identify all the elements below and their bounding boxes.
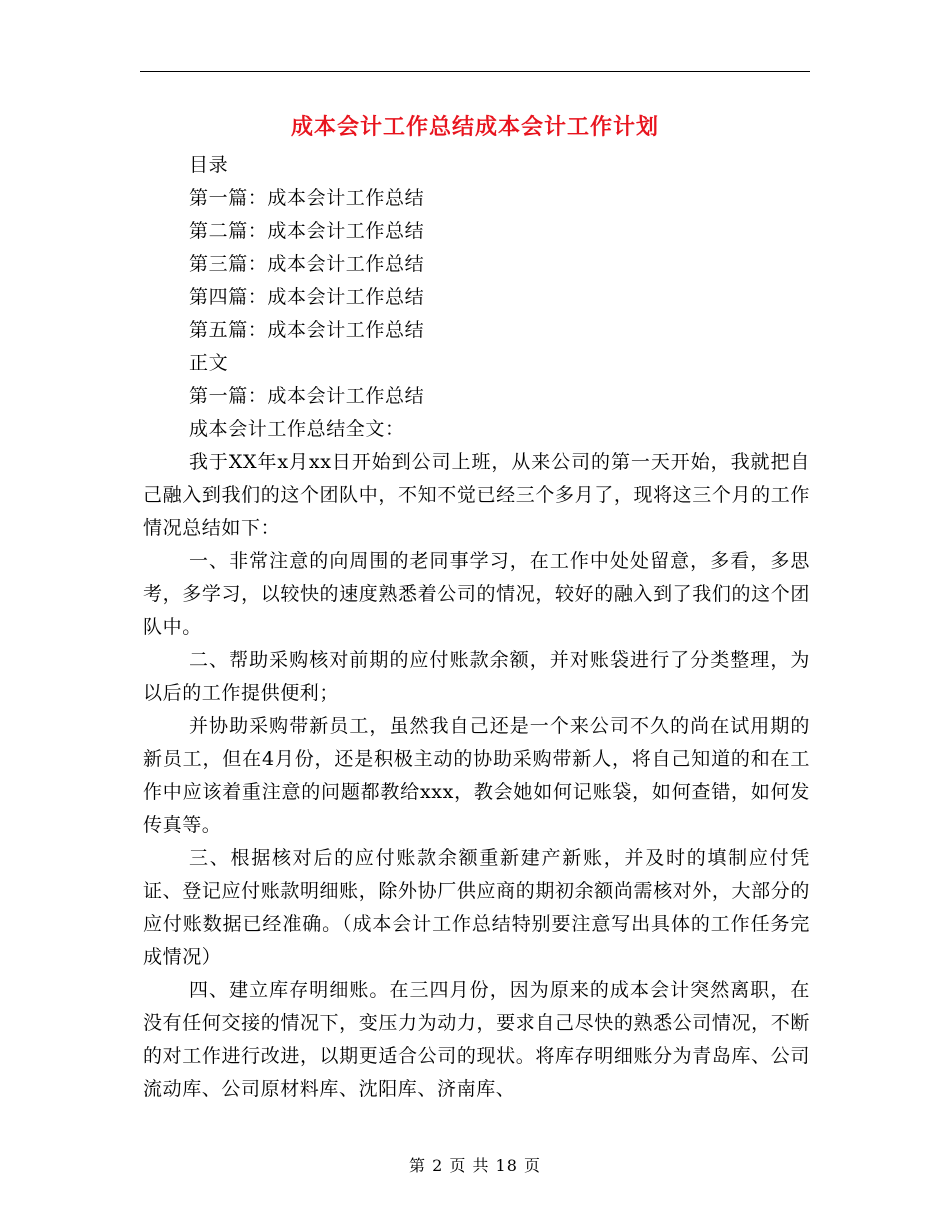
header-rule (140, 71, 810, 72)
toc-heading: 目录 (189, 154, 229, 176)
toc-item: 第一篇：成本会计工作总结 (189, 187, 425, 209)
toc-item: 第三篇：成本会计工作总结 (189, 253, 425, 275)
document-title: 成本会计工作总结成本会计工作计划 (290, 115, 659, 140)
toc-item: 第二篇：成本会计工作总结 (189, 220, 425, 242)
toc-item: 第四篇：成本会计工作总结 (189, 286, 425, 308)
body-heading: 正文 (189, 352, 229, 374)
toc-item: 第五篇：成本会计工作总结 (189, 319, 425, 341)
body-paragraph: 二、帮助采购核对前期的应付账款余额，并对账袋进行了分类整理，为以后的工作提供便利； (143, 649, 810, 704)
chapter-subtitle: 成本会计工作总结全文： (189, 418, 405, 440)
body-paragraph: 一、非常注意的向周围的老同事学习，在工作中处处留意，多看，多思考，多学习，以较快的速度熟悉着公司的情况，较好的融入到了我们的这个团队中。 (143, 550, 810, 638)
body-paragraph: 并协助采购带新员工，虽然我自己还是一个来公司不久的尚在试用期的新员工，但在4月份，还是积极主动的协助采购带新人，将自己知道的和在工作中应该着重注意的问题都教给xxx，教会她如何记账袋，如何查错，如何发传真等。 (143, 715, 810, 836)
page-number: 第 2 页 共 18 页 (409, 1156, 541, 1175)
chapter-title: 第一篇：成本会计工作总结 (189, 385, 425, 407)
body-paragraph: 四、建立库存明细账。在三四月份，因为原来的成本会计突然离职，在没有任何交接的情况下，变压力为动力，要求自己尽快的熟悉公司情况，不断的对工作进行改进，以期更适合公司的现状。将库存明细账分为青岛库、公司流动库、公司原材料库、沈阳库、济南库、 (143, 979, 810, 1100)
body-paragraph: 三、根据核对后的应付账款余额重新建产新账，并及时的填制应付凭证、登记应付账款明细账，除外协厂供应商的期初余额尚需核对外，大部分的应付账数据已经准确。（成本会计工作总结特别要注意写出具体的工作任务完成情况） (143, 847, 810, 968)
document-body (143, 149, 810, 1106)
body-paragraph: 我于XX年x月xx日开始到公司上班，从来公司的第一天开始，我就把自己融入到我们的这个团队中，不知不觉已经三个多月了，现将这三个月的工作情况总结如下： (143, 451, 810, 539)
